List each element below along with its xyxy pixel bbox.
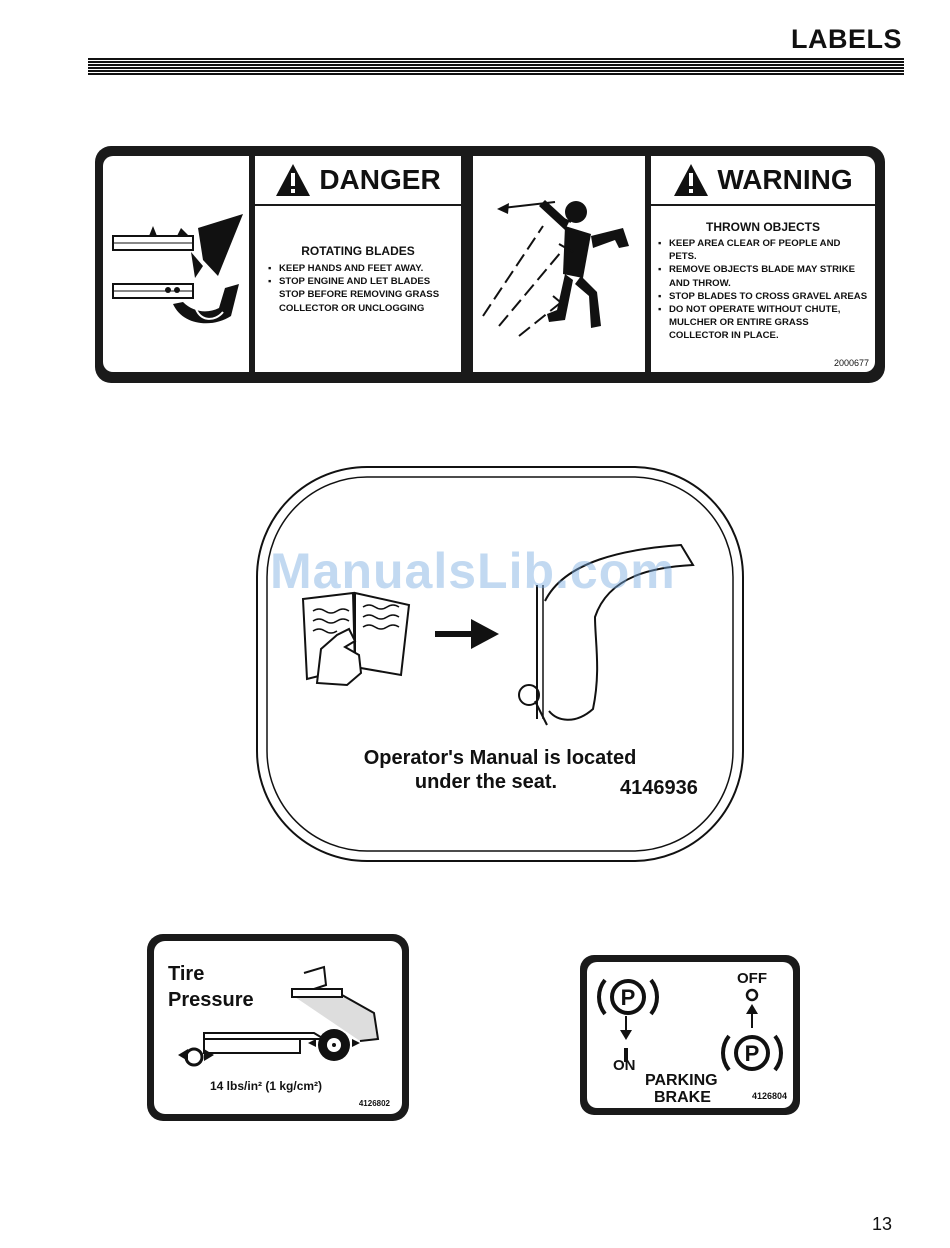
mower-icon xyxy=(174,965,394,1065)
alert-triangle-icon xyxy=(275,163,311,197)
warning-header xyxy=(651,156,875,206)
danger-panel xyxy=(255,156,461,372)
arrow-right-icon xyxy=(433,615,503,655)
page-number: 13 xyxy=(871,1214,892,1234)
danger-item: ▪ STOP ENGINE AND LET BLADES STOP BEFORE REMOVING GRASS COLLECTOR OR UNCLOGGING xyxy=(265,275,455,315)
parking-brake-icon xyxy=(717,1030,787,1076)
warning-item: ▪ KEEP AREA CLEAR OF PEOPLE AND PETS. xyxy=(655,237,869,263)
danger-list xyxy=(265,262,455,315)
operator-manual-decal xyxy=(255,465,745,863)
brake-decal-body xyxy=(587,962,793,1108)
manual-part-number: 4146936 xyxy=(620,777,698,799)
danger-item: ▪ KEEP HANDS AND FEET AWAY. xyxy=(265,262,455,275)
manual-book-icon xyxy=(297,589,417,689)
brake-p-symbol: P xyxy=(620,985,636,1010)
warning-item: ▪ DO NOT OPERATE WITHOUT CHUTE, MULCHER OR ENTIRE GRASS COLLECTOR IN PLACE. xyxy=(655,303,869,343)
danger-signal-word: DANGER xyxy=(319,164,441,195)
blade-hand-icon xyxy=(103,156,249,372)
warning-title: THROWN OBJECTS xyxy=(706,220,820,234)
thrown-objects-icon xyxy=(473,156,645,372)
blade-pictogram-panel xyxy=(103,156,249,372)
danger-warning-decal xyxy=(95,146,885,383)
brake-name-line2: BRAKE xyxy=(654,1089,711,1106)
danger-title: ROTATING BLADES xyxy=(301,244,415,258)
tire-pressure-decal xyxy=(147,934,409,1121)
danger-header xyxy=(255,156,461,206)
brake-on-label: ON xyxy=(613,1057,636,1074)
warning-list xyxy=(655,237,869,343)
brake-name-line1: PARKING xyxy=(645,1072,718,1089)
thrown-objects-pictogram-panel xyxy=(473,156,645,372)
tire-part-number: 4126802 xyxy=(358,1099,390,1108)
decal-part-number: 2000677 xyxy=(833,358,869,368)
brake-p-symbol: P xyxy=(744,1041,760,1066)
page-title: LABELS xyxy=(791,24,902,54)
alert-triangle-icon xyxy=(673,163,709,197)
manual-text-line2: under the seat. xyxy=(414,771,558,793)
manual-text-line1: Operator's Manual is located xyxy=(363,747,637,769)
warning-item: ▪ STOP BLADES TO CROSS GRAVEL AREAS xyxy=(655,290,869,303)
watermark: ManualsLib.com xyxy=(270,543,676,599)
tire-title-line2: Pressure xyxy=(168,989,254,1011)
brake-off-label: OFF xyxy=(737,970,767,987)
tire-decal-body xyxy=(154,941,402,1114)
brake-part-number: 4126804 xyxy=(751,1091,787,1101)
warning-panel xyxy=(651,156,875,372)
warning-item: ▪ REMOVE OBJECTS BLADE MAY STRIKE AND THROW. xyxy=(655,263,869,289)
warning-signal-word: WARNING xyxy=(717,164,853,195)
tire-title-line1: Tire xyxy=(168,963,205,985)
off-arrow-icon xyxy=(742,988,762,1034)
tire-pressure-value: 14 lbs/in² (1 kg/cm²) xyxy=(210,1079,323,1093)
parking-brake-decal xyxy=(580,955,800,1115)
header-rule xyxy=(88,58,904,76)
